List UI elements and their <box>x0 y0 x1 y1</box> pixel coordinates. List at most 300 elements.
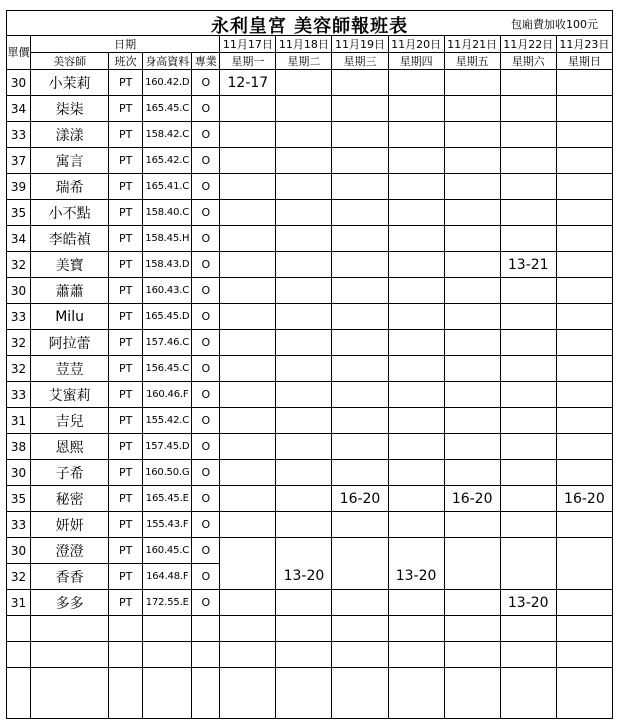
class-cell: PT <box>109 434 143 460</box>
shift-cell <box>556 512 612 538</box>
class-cell: PT <box>109 174 143 200</box>
stylist-name-cell: 妍妍 <box>31 512 109 538</box>
special-cell: O <box>192 252 220 278</box>
shift-cell <box>444 96 500 122</box>
shift-cell <box>276 356 332 382</box>
shift-cell <box>444 460 500 486</box>
class-cell: PT <box>109 512 143 538</box>
stylist-name-cell: 子希 <box>31 460 109 486</box>
body-data-cell: 165.45.C <box>143 96 192 122</box>
shift-cell <box>444 148 500 174</box>
date-cell: 11月23日 <box>556 36 612 53</box>
empty-cell <box>500 616 556 642</box>
shift-cell <box>332 512 388 538</box>
shift-cell <box>500 96 556 122</box>
shift-cell <box>556 590 612 616</box>
empty-cell <box>143 616 192 642</box>
special-cell: O <box>192 122 220 148</box>
empty-cell <box>109 642 143 668</box>
shift-cell <box>332 200 388 226</box>
class-cell: PT <box>109 538 143 564</box>
special-cell: O <box>192 460 220 486</box>
empty-cell <box>388 668 444 719</box>
shift-cell <box>388 330 444 356</box>
empty-cell <box>192 642 220 668</box>
shift-cell <box>220 460 276 486</box>
shift-cell <box>276 200 332 226</box>
shift-cell <box>500 512 556 538</box>
shift-cell <box>332 70 388 96</box>
empty-cell <box>332 616 388 642</box>
shift-cell: 16-20 <box>444 486 500 512</box>
shift-cell <box>332 460 388 486</box>
weekday-cell: 星期二 <box>276 53 332 70</box>
empty-row <box>7 616 613 642</box>
shift-cell <box>332 122 388 148</box>
empty-cell <box>444 668 500 719</box>
price-cell: 33 <box>7 122 31 148</box>
shift-cell <box>332 96 388 122</box>
shift-cell <box>444 252 500 278</box>
weekday-cell: 星期五 <box>444 53 500 70</box>
table-row <box>7 486 613 512</box>
price-cell: 35 <box>7 200 31 226</box>
body-data-cell: 165.41.C <box>143 174 192 200</box>
table-row <box>7 356 613 382</box>
shift-cell <box>444 174 500 200</box>
empty-cell <box>7 616 31 642</box>
special-cell: O <box>192 512 220 538</box>
stylist-name-cell: 多多 <box>31 590 109 616</box>
shift-cell <box>276 460 332 486</box>
empty-cell <box>109 668 143 719</box>
body-data-cell: 157.45.D <box>143 434 192 460</box>
class-cell: PT <box>109 278 143 304</box>
date-cell: 11月19日 <box>332 36 388 53</box>
shift-cell <box>220 564 276 590</box>
shift-cell <box>332 226 388 252</box>
shift-cell <box>444 278 500 304</box>
shift-cell <box>556 434 612 460</box>
shift-cell <box>556 226 612 252</box>
table-row <box>7 408 613 434</box>
body-data-cell: 155.43.F <box>143 512 192 538</box>
body-data-cell: 158.40.C <box>143 200 192 226</box>
shift-cell <box>276 174 332 200</box>
shift-cell <box>388 96 444 122</box>
stylist-name-cell: 柒柒 <box>31 96 109 122</box>
class-cell: PT <box>109 252 143 278</box>
special-cell: O <box>192 356 220 382</box>
table-row <box>7 200 613 226</box>
stylist-name-cell: 寓言 <box>31 148 109 174</box>
stylist-name-cell: 阿拉蕾 <box>31 330 109 356</box>
shift-cell <box>500 278 556 304</box>
body-data-cell: 155.42.C <box>143 408 192 434</box>
class-cell: PT <box>109 304 143 330</box>
special-cell: O <box>192 278 220 304</box>
shift-cell <box>444 122 500 148</box>
shift-cell <box>388 122 444 148</box>
shift-cell <box>388 304 444 330</box>
shift-cell <box>500 304 556 330</box>
empty-row <box>7 668 613 719</box>
class-cell: PT <box>109 356 143 382</box>
stylist-name-cell: 恩熙 <box>31 434 109 460</box>
price-cell: 30 <box>7 538 31 564</box>
special-cell: O <box>192 330 220 356</box>
shift-cell <box>276 278 332 304</box>
empty-cell <box>143 668 192 719</box>
special-cell: O <box>192 70 220 96</box>
shift-cell <box>500 408 556 434</box>
shift-cell <box>500 434 556 460</box>
special-cell: O <box>192 590 220 616</box>
empty-cell <box>7 668 31 719</box>
shift-cell <box>332 590 388 616</box>
empty-cell <box>31 642 109 668</box>
empty-cell <box>192 668 220 719</box>
special-cell: O <box>192 304 220 330</box>
empty-cell <box>220 642 276 668</box>
body-data-cell: 164.48.F <box>143 564 192 590</box>
empty-cell <box>556 642 612 668</box>
body-data-cell: 157.46.C <box>143 330 192 356</box>
shift-cell <box>500 330 556 356</box>
class-cell: PT <box>109 382 143 408</box>
weekday-cell: 星期六 <box>500 53 556 70</box>
shift-cell <box>444 226 500 252</box>
shift-cell <box>444 434 500 460</box>
empty-cell <box>500 642 556 668</box>
shift-cell <box>556 174 612 200</box>
shift-cell <box>276 252 332 278</box>
class-cell: PT <box>109 200 143 226</box>
shift-cell <box>444 382 500 408</box>
shift-cell <box>388 200 444 226</box>
class-cell: PT <box>109 408 143 434</box>
shift-cell <box>220 174 276 200</box>
shift-cell <box>388 486 444 512</box>
shift-cell <box>388 226 444 252</box>
body-data-cell: 165.45.E <box>143 486 192 512</box>
stylist-name-cell: 瑞希 <box>31 174 109 200</box>
empty-cell <box>276 642 332 668</box>
shift-cell <box>444 590 500 616</box>
header-body: 身高資料 <box>143 53 192 70</box>
shift-cell <box>444 408 500 434</box>
shift-cell <box>556 70 612 96</box>
shift-cell <box>500 356 556 382</box>
header-date <box>31 36 220 53</box>
empty-cell <box>556 616 612 642</box>
shift-cell: 13-20 <box>388 564 444 590</box>
shift-cell <box>500 70 556 96</box>
shift-cell: 16-20 <box>332 486 388 512</box>
shift-cell <box>556 200 612 226</box>
date-cell: 11月22日 <box>500 36 556 53</box>
body-data-cell: 158.45.H <box>143 226 192 252</box>
shift-cell <box>556 96 612 122</box>
stylist-name-cell: Milu <box>31 304 109 330</box>
shift-cell <box>276 122 332 148</box>
empty-cell <box>220 616 276 642</box>
shift-cell <box>388 356 444 382</box>
empty-cell <box>332 668 388 719</box>
page-title: 永利皇宮 美容師報班表 <box>210 16 409 37</box>
shift-cell <box>220 278 276 304</box>
table-row <box>7 304 613 330</box>
empty-cell <box>109 616 143 642</box>
special-cell: O <box>192 408 220 434</box>
shift-cell <box>444 564 500 590</box>
class-cell: PT <box>109 226 143 252</box>
body-data-cell: 165.45.D <box>143 304 192 330</box>
header-special: 專業 <box>192 53 220 70</box>
shift-cell <box>388 408 444 434</box>
shift-cell <box>332 330 388 356</box>
class-cell: PT <box>109 330 143 356</box>
shift-cell <box>276 408 332 434</box>
shift-cell <box>444 330 500 356</box>
body-data-cell: 160.42.D <box>143 70 192 96</box>
header-class: 班次 <box>109 53 143 70</box>
shift-cell <box>444 304 500 330</box>
class-cell: PT <box>109 96 143 122</box>
date-cell: 11月21日 <box>444 36 500 53</box>
empty-cell <box>444 616 500 642</box>
shift-cell <box>332 434 388 460</box>
shift-cell <box>220 590 276 616</box>
price-cell: 38 <box>7 434 31 460</box>
shift-cell <box>332 408 388 434</box>
shift-cell <box>500 148 556 174</box>
price-cell: 30 <box>7 278 31 304</box>
body-data-cell: 160.50.G <box>143 460 192 486</box>
class-cell: PT <box>109 70 143 96</box>
shift-cell <box>276 434 332 460</box>
table-row <box>7 512 613 538</box>
price-cell: 33 <box>7 382 31 408</box>
price-cell: 31 <box>7 408 31 434</box>
table-row <box>7 96 613 122</box>
body-data-cell: 158.42.C <box>143 122 192 148</box>
shift-cell <box>276 486 332 512</box>
price-cell: 30 <box>7 460 31 486</box>
table-row <box>7 590 613 616</box>
special-cell: O <box>192 382 220 408</box>
body-data-cell: 156.45.C <box>143 356 192 382</box>
shift-cell <box>500 122 556 148</box>
shift-cell <box>332 174 388 200</box>
weekday-cell: 星期三 <box>332 53 388 70</box>
shift-cell <box>276 538 332 564</box>
shift-cell <box>388 538 444 564</box>
shift-cell <box>276 382 332 408</box>
stylist-name-cell: 秘密 <box>31 486 109 512</box>
shift-cell <box>220 200 276 226</box>
surcharge-note: 包廂費加收100元 <box>511 18 598 31</box>
shift-cell <box>220 538 276 564</box>
shift-cell <box>276 148 332 174</box>
price-cell: 33 <box>7 512 31 538</box>
price-cell: 34 <box>7 226 31 252</box>
class-cell: PT <box>109 460 143 486</box>
stylist-name-cell: 蕭蕭 <box>31 278 109 304</box>
shift-cell <box>388 434 444 460</box>
empty-cell <box>276 616 332 642</box>
empty-cell <box>388 616 444 642</box>
stylist-name-cell: 小不點 <box>31 200 109 226</box>
class-cell: PT <box>109 486 143 512</box>
stylist-name-cell: 李皓禎 <box>31 226 109 252</box>
shift-cell <box>444 512 500 538</box>
shift-cell <box>332 278 388 304</box>
shift-cell <box>220 226 276 252</box>
shift-cell <box>220 148 276 174</box>
shift-cell <box>332 252 388 278</box>
table-row <box>7 460 613 486</box>
table-row <box>7 122 613 148</box>
shift-cell <box>276 226 332 252</box>
date-cell: 11月18日 <box>276 36 332 53</box>
price-cell: 35 <box>7 486 31 512</box>
table-row <box>7 148 613 174</box>
special-cell: O <box>192 148 220 174</box>
shift-cell <box>220 122 276 148</box>
shift-cell: 13-20 <box>500 590 556 616</box>
shift-cell <box>220 96 276 122</box>
price-cell: 34 <box>7 96 31 122</box>
shift-cell <box>444 356 500 382</box>
table-row <box>7 226 613 252</box>
shift-cell <box>444 538 500 564</box>
shift-cell <box>276 512 332 538</box>
shift-cell <box>556 382 612 408</box>
stylist-name-cell: 吉兒 <box>31 408 109 434</box>
shift-cell <box>388 174 444 200</box>
weekday-cell: 星期四 <box>388 53 444 70</box>
shift-cell <box>556 304 612 330</box>
special-cell: O <box>192 434 220 460</box>
body-data-cell: 160.46.F <box>143 382 192 408</box>
shift-cell <box>276 96 332 122</box>
shift-cell <box>556 252 612 278</box>
shift-cell <box>332 148 388 174</box>
shift-cell <box>388 512 444 538</box>
shift-cell <box>276 304 332 330</box>
price-cell: 32 <box>7 330 31 356</box>
header-row-weekdays <box>7 53 613 70</box>
date-cell: 11月20日 <box>388 36 444 53</box>
shift-cell <box>500 564 556 590</box>
special-cell: O <box>192 200 220 226</box>
schedule-sheet <box>6 10 613 719</box>
shift-cell <box>556 408 612 434</box>
shift-cell <box>556 148 612 174</box>
stylist-name-cell: 澄澄 <box>31 538 109 564</box>
stylist-name-cell: 荳荳 <box>31 356 109 382</box>
empty-cell <box>31 668 109 719</box>
table-row <box>7 252 613 278</box>
shift-cell <box>388 590 444 616</box>
shift-cell <box>220 330 276 356</box>
shift-cell <box>500 460 556 486</box>
shift-cell <box>556 538 612 564</box>
price-cell: 37 <box>7 148 31 174</box>
shift-cell <box>556 278 612 304</box>
price-cell: 32 <box>7 356 31 382</box>
shift-cell <box>220 486 276 512</box>
shift-cell <box>500 538 556 564</box>
shift-cell <box>388 278 444 304</box>
shift-cell <box>332 356 388 382</box>
empty-cell <box>192 616 220 642</box>
empty-cell <box>500 668 556 719</box>
header-stylist: 美容師 <box>31 53 109 70</box>
class-cell: PT <box>109 590 143 616</box>
weekday-cell: 星期一 <box>220 53 276 70</box>
empty-cell <box>332 642 388 668</box>
shift-cell <box>332 538 388 564</box>
shift-cell <box>332 304 388 330</box>
shift-cell <box>388 460 444 486</box>
empty-cell <box>276 668 332 719</box>
class-cell: PT <box>109 122 143 148</box>
shift-cell <box>500 486 556 512</box>
special-cell: O <box>192 486 220 512</box>
shift-cell <box>444 70 500 96</box>
shift-cell: 13-20 <box>276 564 332 590</box>
empty-cell <box>143 642 192 668</box>
empty-cell <box>7 642 31 668</box>
price-cell: 30 <box>7 70 31 96</box>
shift-cell: 16-20 <box>556 486 612 512</box>
header-row-dates <box>7 36 613 53</box>
table-row <box>7 330 613 356</box>
shift-cell <box>220 356 276 382</box>
shift-cell <box>556 460 612 486</box>
schedule-table <box>6 35 613 719</box>
special-cell: O <box>192 96 220 122</box>
table-row <box>7 70 613 96</box>
shift-cell <box>332 564 388 590</box>
shift-cell <box>388 252 444 278</box>
shift-cell <box>332 382 388 408</box>
stylist-name-cell: 漾漾 <box>31 122 109 148</box>
table-row <box>7 382 613 408</box>
empty-cell <box>556 668 612 719</box>
empty-cell <box>31 616 109 642</box>
shift-cell <box>500 382 556 408</box>
shift-cell <box>388 148 444 174</box>
shift-cell <box>388 70 444 96</box>
stylist-name-cell: 美寶 <box>31 252 109 278</box>
price-cell: 32 <box>7 252 31 278</box>
title-bar <box>6 10 613 35</box>
table-row <box>7 538 613 564</box>
price-cell: 39 <box>7 174 31 200</box>
shift-cell: 13-21 <box>500 252 556 278</box>
body-data-cell: 165.42.C <box>143 148 192 174</box>
empty-cell <box>220 668 276 719</box>
table-row <box>7 278 613 304</box>
shift-cell <box>220 304 276 330</box>
special-cell: O <box>192 174 220 200</box>
body-data-cell: 172.55.E <box>143 590 192 616</box>
header-price: 單價 <box>7 36 31 70</box>
date-cell: 11月17日 <box>220 36 276 53</box>
